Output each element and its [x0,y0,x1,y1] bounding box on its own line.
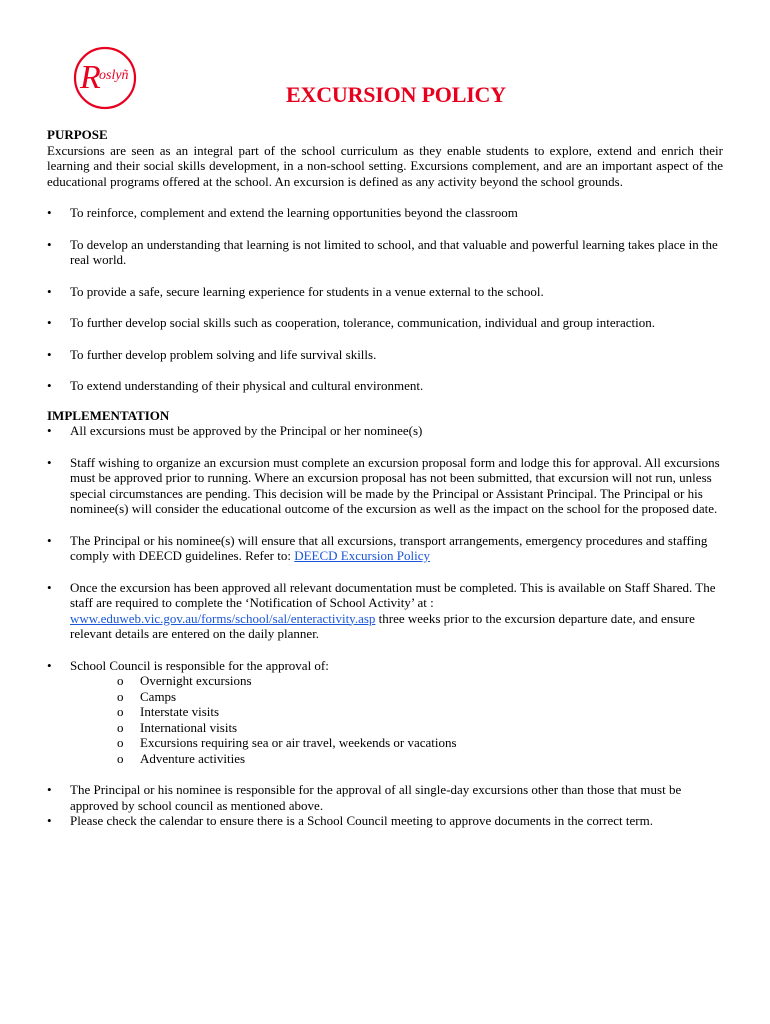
circle-bullet-icon: o [117,673,124,688]
list-item: • All excursions must be approved by the Principal or her nominee(s) [47,423,423,438]
bullet-icon: • [47,236,52,252]
page-title: EXCURSION POLICY [286,82,506,107]
list-item: • Staff wishing to organize an excursion must complete an excursion proposal form and lodge this for approval. All excursions must be approved prior to running. Where an excursion proposal has not been submitted, that excursion will not run, unless special circumstances are pending. This decision will be made by the Principal or Assistant Principal. The Principal or his nominee(s) will consider the educational outcome of the excursion as well as the impact on the school for the proposed date. [47,454,720,516]
bullet-icon: • [47,813,52,828]
sub-list-item: o Overnight excursions [117,673,252,688]
circle-bullet-icon: o [117,704,124,719]
circle-bullet-icon: o [117,750,124,766]
bullet-icon: • [47,454,52,470]
list-item: • To reinforce, complement and extend the learning opportunities beyond the classroom [47,205,518,220]
purpose-heading: PURPOSE [47,127,108,142]
sub-list-item: o Adventure activities [117,750,246,766]
list-item: • To provide a safe, secure learning experience for students in a venue external to the school. [47,283,544,299]
list-item: • The Principal or his nominee(s) will ensure that all excursions, transport arrangements, emergency procedures and staffing comply with DEECD guidelines. Refer to: DEECD Excursion Policy [47,532,708,563]
eduweb-activity-link[interactable]: www.eduweb.vic.gov.au/forms/school/sal/enteractivity.asp [70,610,376,626]
bullet-icon: • [47,532,52,548]
bullet-icon: • [47,657,52,673]
sub-list-item: o Excursions requiring sea or air travel, weekends or vacations [117,735,457,750]
sub-list-item: o International visits [117,719,238,735]
bullet-icon: • [47,315,52,330]
bullet-icon: • [47,205,52,220]
logo-wordmark: oslyñ [99,68,129,83]
implementation-list [47,423,723,829]
purpose-list [47,205,723,394]
list-item: • To develop an understanding that learning is not limited to school, and that valuable and powerful learning takes place in the real world. [47,236,718,267]
circle-bullet-icon: o [117,719,124,735]
circle-bullet-icon: o [117,735,124,750]
list-item: • School Council is responsible for the approval of: o Overnight excursions o Camps o Interstate visits o International visits o Excursions requiring sea or air travel, weekends or vacations o Adventure activities [47,658,723,767]
bullet-icon: • [47,378,52,393]
bullet-icon: • [47,346,52,362]
document-body [47,127,723,829]
sub-list-item: o Interstate visits [117,704,220,719]
list-item: • To further develop social skills such as cooperation, tolerance, communication, individual and group interaction. [47,315,656,330]
bullet-icon: • [47,283,52,299]
council-approval-list [70,673,723,766]
svg-text:R: R [80,59,101,96]
bullet-icon: • [47,579,52,595]
deecd-policy-link[interactable]: DEECD Excursion Policy [294,548,430,563]
list-item: • To extend understanding of their physical and cultural environment. [47,378,424,393]
bullet-icon: • [47,423,52,438]
purpose-paragraph: Excursions are seen as an integral part of the school curriculum as they enable students to explore, extend and enrich their learning and their social skills development, in a non-school setting. Excursions complement, and are an important aspect of the educational programs offered at the school. An excursion is defined as any activity beyond the school grounds. [47,142,723,189]
circle-bullet-icon: o [117,688,124,704]
list-item: • To further develop problem solving and life survival skills. [47,346,377,362]
implementation-heading: IMPLEMENTATION [47,407,170,423]
list-item: • Please check the calendar to ensure there is a School Council meeting to approve documents in the correct term. [47,813,653,828]
bullet-icon: • [47,782,52,797]
sub-list-item: o Camps [117,688,177,704]
list-item: • The Principal or his nominee is responsible for the approval of all single-day excursions other than those that must be approved by school council as mentioned above. [47,782,682,813]
list-item: • Once the excursion has been approved all relevant documentation must be completed. This is available on Staff Shared. The staff are required to complete the ‘Notification of School Activity’ at : www.eduweb.vic.gov.au/forms/school/sal/enteractivity.asp three weeks prior to the excursion departure date, and ensure relevant details are entered on the daily planner. [47,579,716,641]
